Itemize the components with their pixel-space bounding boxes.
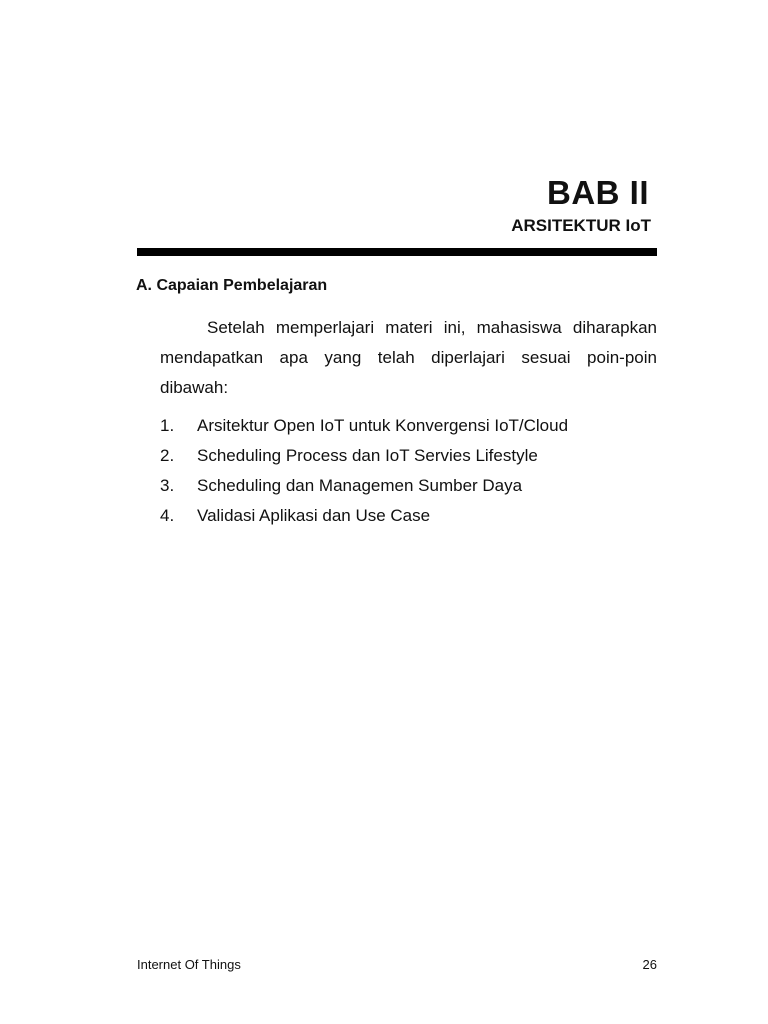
list-item <box>160 471 568 501</box>
list-item <box>160 411 568 441</box>
list-item-text: Scheduling dan Managemen Sumber Daya <box>197 476 523 495</box>
list-item-number: 4. <box>160 506 175 525</box>
list-item-text: Arsitektur Open IoT untuk Konvergensi IoT/Cloud <box>197 416 569 435</box>
learning-objectives-list <box>160 411 568 531</box>
list-item <box>160 441 568 471</box>
page-number: 26 <box>642 957 657 972</box>
list-item-number: 1. <box>160 416 175 435</box>
chapter-divider <box>137 248 657 256</box>
list-item <box>160 501 568 531</box>
list-item-number: 3. <box>160 476 175 495</box>
list-item-text: Validasi Aplikasi dan Use Case <box>197 506 431 525</box>
section-heading: A. Capaian Pembelajaran <box>136 277 328 294</box>
intro-paragraph: Setelah memperlajari materi ini, mahasiswa diharapkan mendapatkan apa yang telah diperlajari sesuai poin-poin dibawah: <box>160 318 657 397</box>
list-item-text: Scheduling Process dan IoT Servies Lifestyle <box>197 446 538 465</box>
list-item-number: 2. <box>160 446 175 465</box>
chapter-number: BAB II <box>547 174 649 211</box>
footer-book-title: Internet Of Things <box>137 957 241 972</box>
chapter-title: ARSITEKTUR IoT <box>511 216 651 235</box>
